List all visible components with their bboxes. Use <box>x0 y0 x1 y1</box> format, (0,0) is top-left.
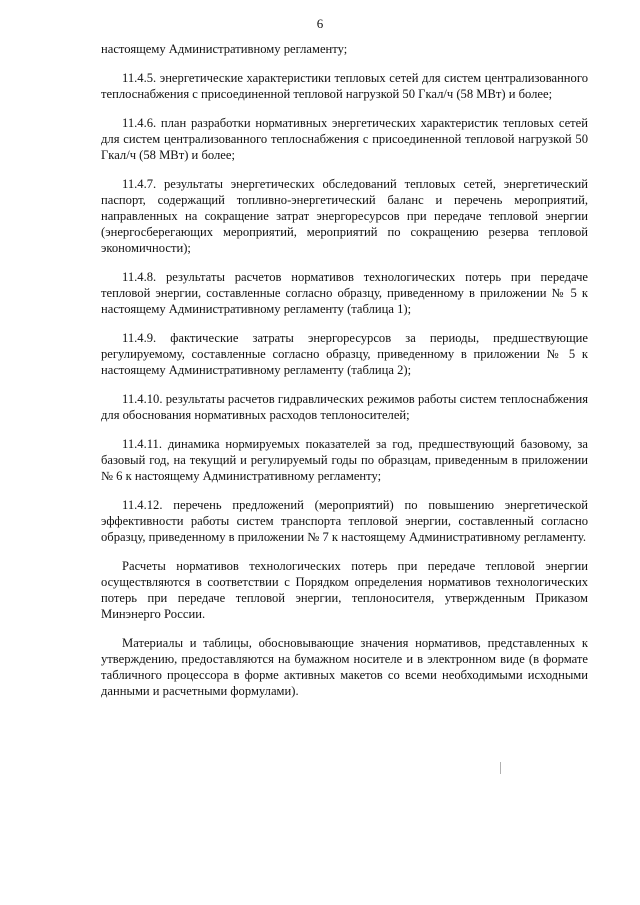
paragraph-continuation: настоящему Административному регламенту; <box>101 42 348 56</box>
paragraph-11-4-7: 11.4.7. результаты энергетических обследований тепловых сетей, энергетический паспорт, содержащий топливно-энергетический баланс и перечень мероприятий, направленных на сокращение затрат энергоресурсов при передаче тепловой энергии (энергосберегающих мероприятий, мероприятий по сокращению резерва тепловой экономичности); <box>101 177 588 255</box>
paragraph-11-4-9: 11.4.9. фактические затраты энергоресурсов за периоды, предшествующие регулируемому, составленные согласно образцу, приведенному в приложении № 5 к настоящему Административному регламенту (таблица 2); <box>101 331 588 377</box>
paragraph-11-4-12: 11.4.12. перечень предложений (мероприятий) по повышению энергетической эффективности работы систем транспорта тепловой энергии, составленный согласно образцу, приведенному в приложении № 7 к настоящему Административному регламенту. <box>101 498 588 544</box>
paragraph-11-4-6: 11.4.6. план разработки нормативных энергетических характеристик тепловых сетей для систем централизованного теплоснабжения с присоединенной тепловой нагрузкой 50 Гкал/ч (58 МВт) и более; <box>101 116 588 162</box>
paragraph-11-4-11: 11.4.11. динамика нормируемых показателей за год, предшествующий базовому, за базовый год, на текущий и регулируемый годы по образцам, приведенным в приложении № 6 к настоящему Административному регламенту; <box>101 437 588 483</box>
paragraph-11-4-8: 11.4.8. результаты расчетов нормативов технологических потерь при передаче тепловой энергии, составленные согласно образцу, приведенному в приложении № 5 к настоящему Административному регламенту (таблица 1); <box>101 270 588 316</box>
page-number: 6 <box>316 16 324 31</box>
document-body <box>101 41 588 712</box>
paragraph-11-4-5: 11.4.5. энергетические характеристики тепловых сетей для систем централизованного теплоснабжения с присоединенной тепловой нагрузкой 50 Гкал/ч (58 МВт) и более; <box>101 71 588 101</box>
paragraph-loss-calculations: Расчеты нормативов технологических потерь при передаче тепловой энергии осуществляются в соответствии с Порядком определения нормативов технологических потерь при передаче тепловой энергии, теплоносителя, утвержденным Приказом Минэнерго России. <box>101 559 588 621</box>
scan-artifact-mark <box>500 762 501 774</box>
paragraph-11-4-10: 11.4.10. результаты расчетов гидравлических режимов работы систем теплоснабжения для обоснования нормативных расходов теплоносителей; <box>101 392 588 422</box>
paragraph-materials-and-tables: Материалы и таблицы, обосновывающие значения нормативов, представленных к утверждению, предоставляются на бумажном носителе и в электронном виде (в формате табличного процессора в форме активных макетов со всеми необходимыми исходными данными и расчетными формулами). <box>101 636 588 698</box>
